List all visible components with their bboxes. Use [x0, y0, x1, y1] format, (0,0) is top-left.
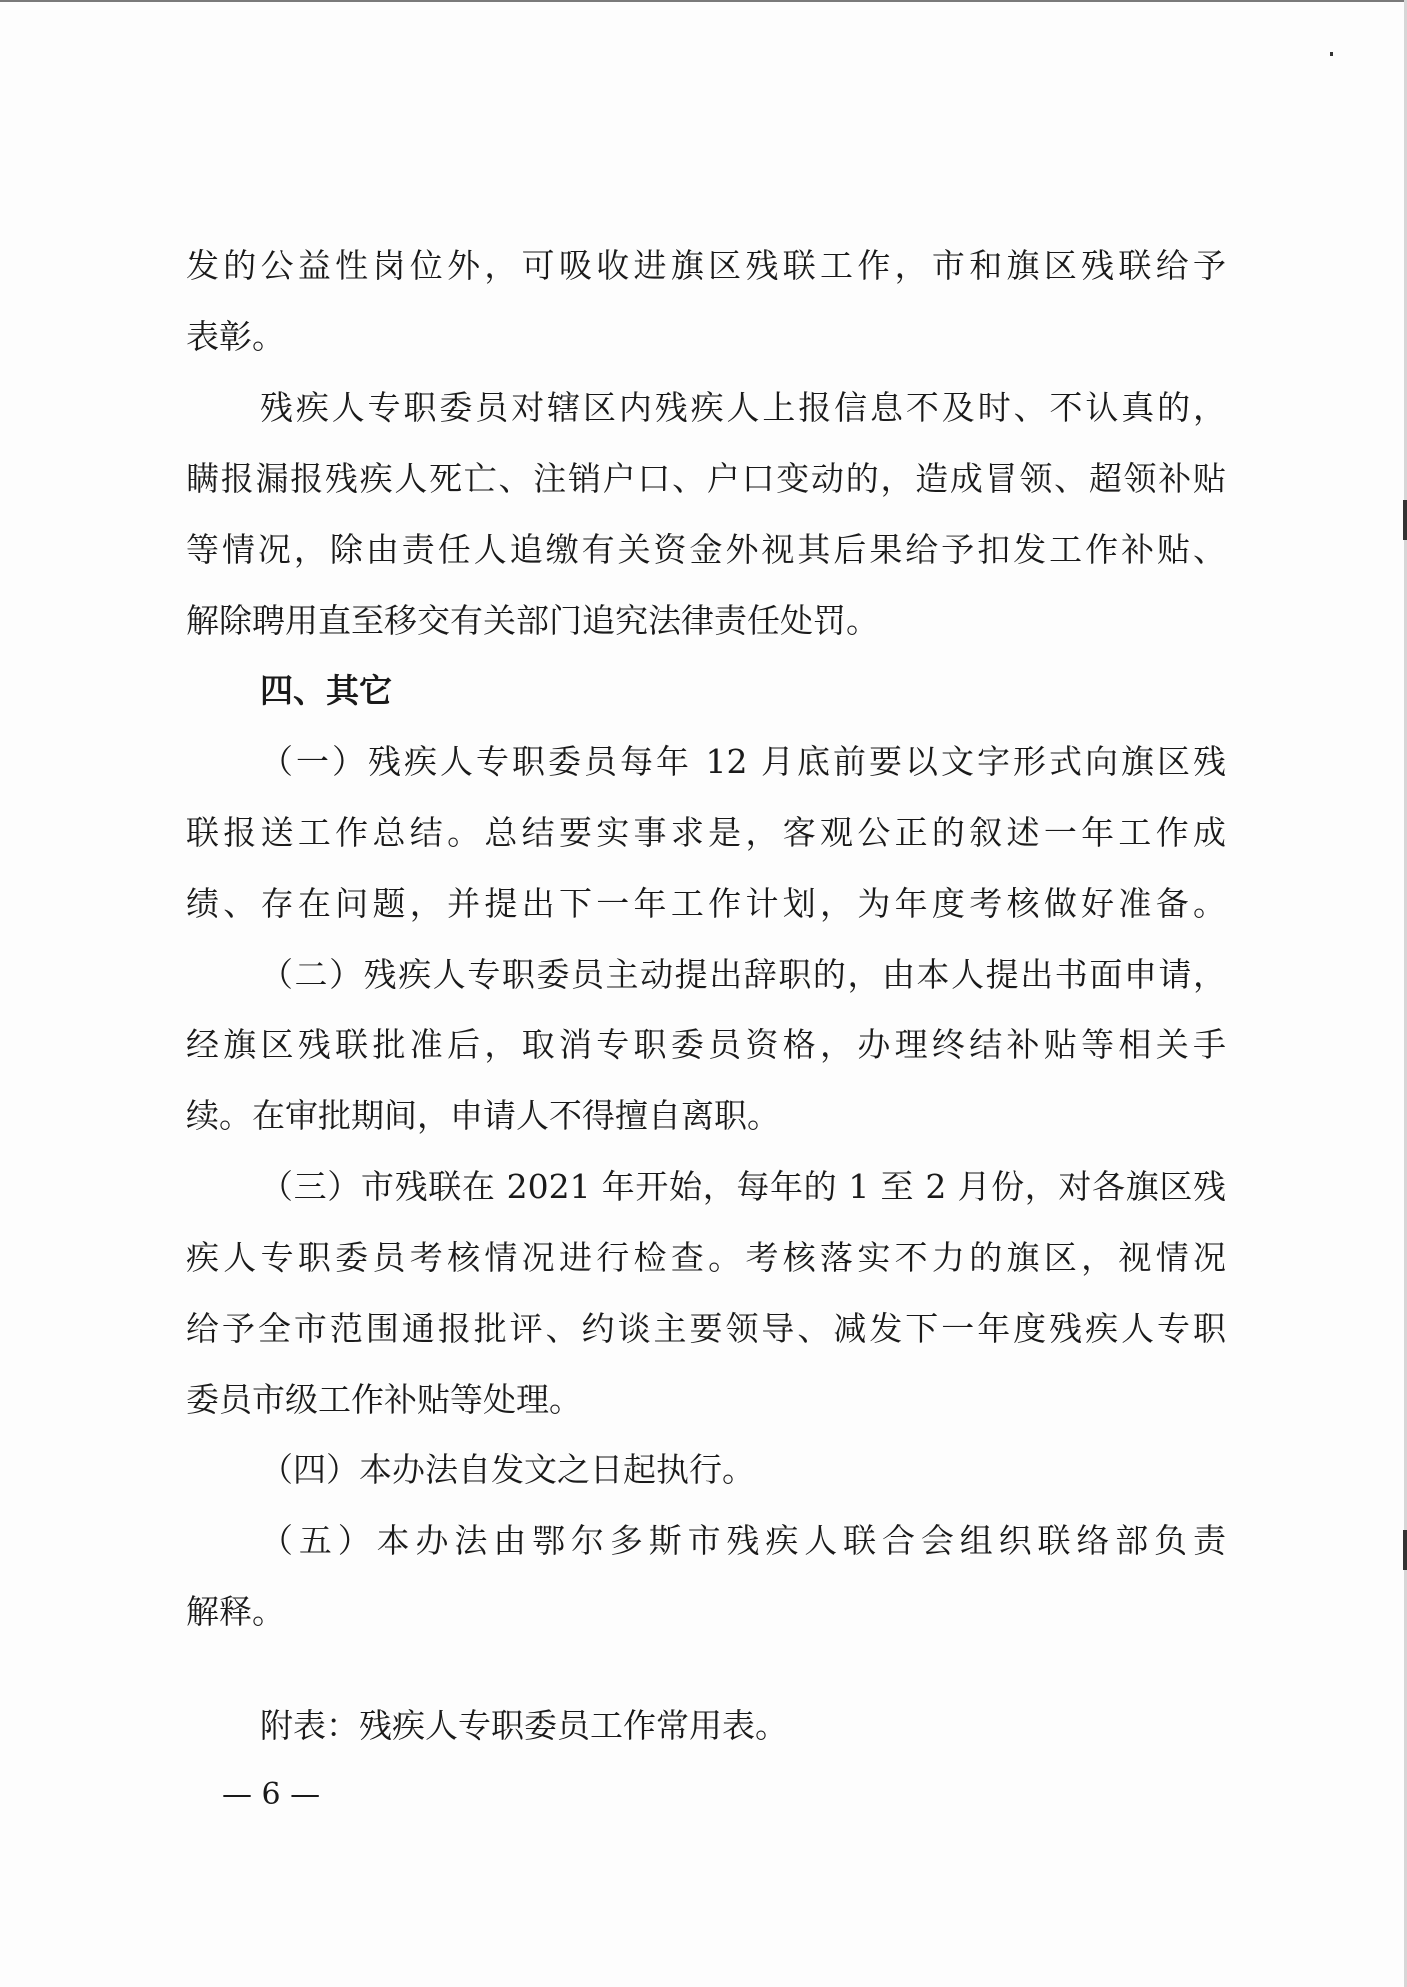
body-text-line: （三）市残联在 2021 年开始，每年的 1 至 2 月份，对各旗区残 [260, 1167, 1226, 1206]
scan-binding-mark [1403, 500, 1407, 540]
body-text-line: 等情况，除由责任人追缴有关资金外视其后果给予扣发工作补贴、 [186, 530, 1226, 569]
section-heading: 四、其它 [260, 671, 392, 710]
body-text-line: 表彰。 [186, 317, 285, 356]
scan-speck [1330, 52, 1333, 56]
body-text-line: 解释。 [186, 1592, 285, 1631]
attachment-note: 附表：残疾人专职委员工作常用表。 [260, 1706, 788, 1745]
body-text-line: 瞒报漏报残疾人死亡、注销户口、户口变动的，造成冒领、超领补贴 [186, 459, 1226, 498]
body-text-line: 联报送工作总结。总结要实事求是，客观公正的叙述一年工作成 [186, 813, 1226, 852]
body-text-line: 经旗区残联批准后，取消专职委员资格，办理终结补贴等相关手 [186, 1025, 1226, 1064]
body-text-line: 残疾人专职委员对辖区内残疾人上报信息不及时、不认真的， [260, 388, 1226, 427]
body-text-line: 解除聘用直至移交有关部门追究法律责任处罚。 [186, 601, 879, 640]
body-text-line: 续。在审批期间，申请人不得擅自离职。 [186, 1096, 780, 1135]
body-text-line: 给予全市范围通报批评、约谈主要领导、减发下一年度残疾人专职 [186, 1309, 1226, 1348]
page-number: — 6 — [222, 1777, 321, 1812]
body-text-line: 委员市级工作补贴等处理。 [186, 1380, 582, 1419]
body-text-line: 疾人专职委员考核情况进行检查。考核落实不力的旗区，视情况 [186, 1238, 1226, 1277]
scan-binding-mark [1403, 1530, 1407, 1570]
body-text-line: 绩、存在问题，并提出下一年工作计划，为年度考核做好准备。 [186, 884, 1226, 923]
body-text-line: （四）本办法自发文之日起执行。 [260, 1450, 755, 1489]
body-text-line: （一）残疾人专职委员每年 12 月底前要以文字形式向旗区残 [260, 742, 1226, 781]
body-text-line: 发的公益性岗位外，可吸收进旗区残联工作，市和旗区残联给予 [186, 246, 1226, 285]
scan-edge-top [0, 0, 1407, 2]
body-text-line: （五）本办法由鄂尔多斯市残疾人联合会组织联络部负责 [260, 1521, 1226, 1560]
body-text-line: （二）残疾人专职委员主动提出辞职的，由本人提出书面申请， [260, 955, 1226, 994]
